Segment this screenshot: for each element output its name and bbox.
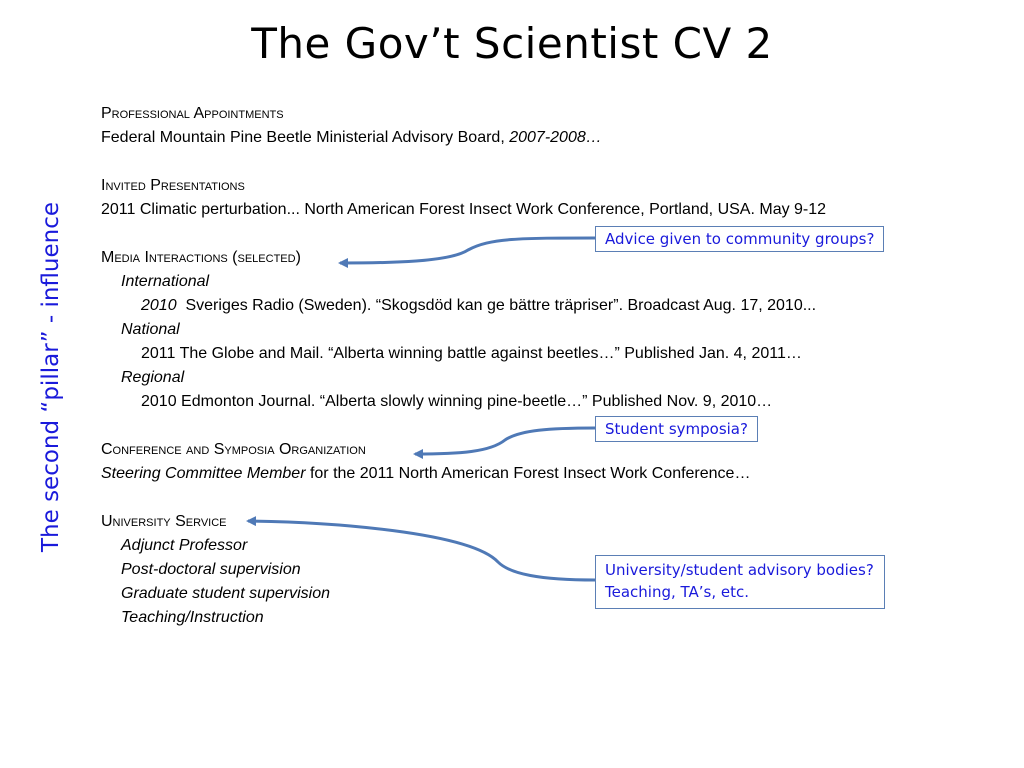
callout-symposia-text: Student symposia? <box>605 420 748 438</box>
university-service-item: Post-doctoral supervision <box>121 561 301 578</box>
media-international-year: 2010 <box>141 297 177 314</box>
media-international-text: Sveriges Radio (Sweden). “Skogsdöd kan ge bättre träpriser”. Broadcast Aug. 17, 2010... <box>185 297 817 314</box>
callout-advisory-line-1: University/student advisory bodies? <box>605 561 874 579</box>
conference-text: for the 2011 North American Forest Insect Work Conference… <box>305 465 751 482</box>
media-regional-entry: 2010 Edmonton Journal. “Alberta slowly winning pine-beetle…” Published Nov. 9, 2010… <box>141 393 773 410</box>
arrow-symposia-to-conference <box>415 428 595 454</box>
media-national-label: National <box>121 321 180 338</box>
conference-role: Steering Committee Member <box>101 465 306 482</box>
side-label: The second “pillar” - influence <box>38 201 64 553</box>
media-national-entry: 2011 The Globe and Mail. “Alberta winning battle against beetles…” Published Jan. 4, 2011… <box>141 345 802 362</box>
university-service-item: Adjunct Professor <box>121 537 248 554</box>
invited-presentation-entry: 2011 Climatic perturbation... North American Forest Insect Work Conference, Portland, USA. May 9-12 <box>101 201 827 218</box>
media-regional-label: Regional <box>121 369 185 386</box>
arrow-advisory-to-university <box>248 521 595 580</box>
heading-university-service: University Service <box>101 513 227 530</box>
callout-student-symposia <box>595 416 758 442</box>
university-service-item: Graduate student supervision <box>121 585 331 602</box>
arrow-community-to-media <box>340 238 595 263</box>
heading-media-interactions: Media Interactions (selected) <box>101 249 301 266</box>
media-international-label: International <box>121 273 210 290</box>
heading-conference-organization: Conference and Symposia Organization <box>101 441 366 458</box>
university-service-item: Teaching/Instruction <box>121 609 264 626</box>
heading-professional-appointments: Professional Appointments <box>101 105 284 122</box>
callout-community-text: Advice given to community groups? <box>605 230 875 248</box>
slide-title: The Gov’t Scientist CV 2 <box>251 19 773 68</box>
callout-advisory-bodies <box>595 555 885 609</box>
heading-invited-presentations: Invited Presentations <box>101 177 245 194</box>
callout-community-groups <box>595 226 884 252</box>
callout-advisory-line-2: Teaching, TA’s, etc. <box>605 583 750 601</box>
appointment-date: 2007-2008… <box>509 129 602 146</box>
appointment-text: Federal Mountain Pine Beetle Ministerial Advisory Board, <box>101 129 505 146</box>
